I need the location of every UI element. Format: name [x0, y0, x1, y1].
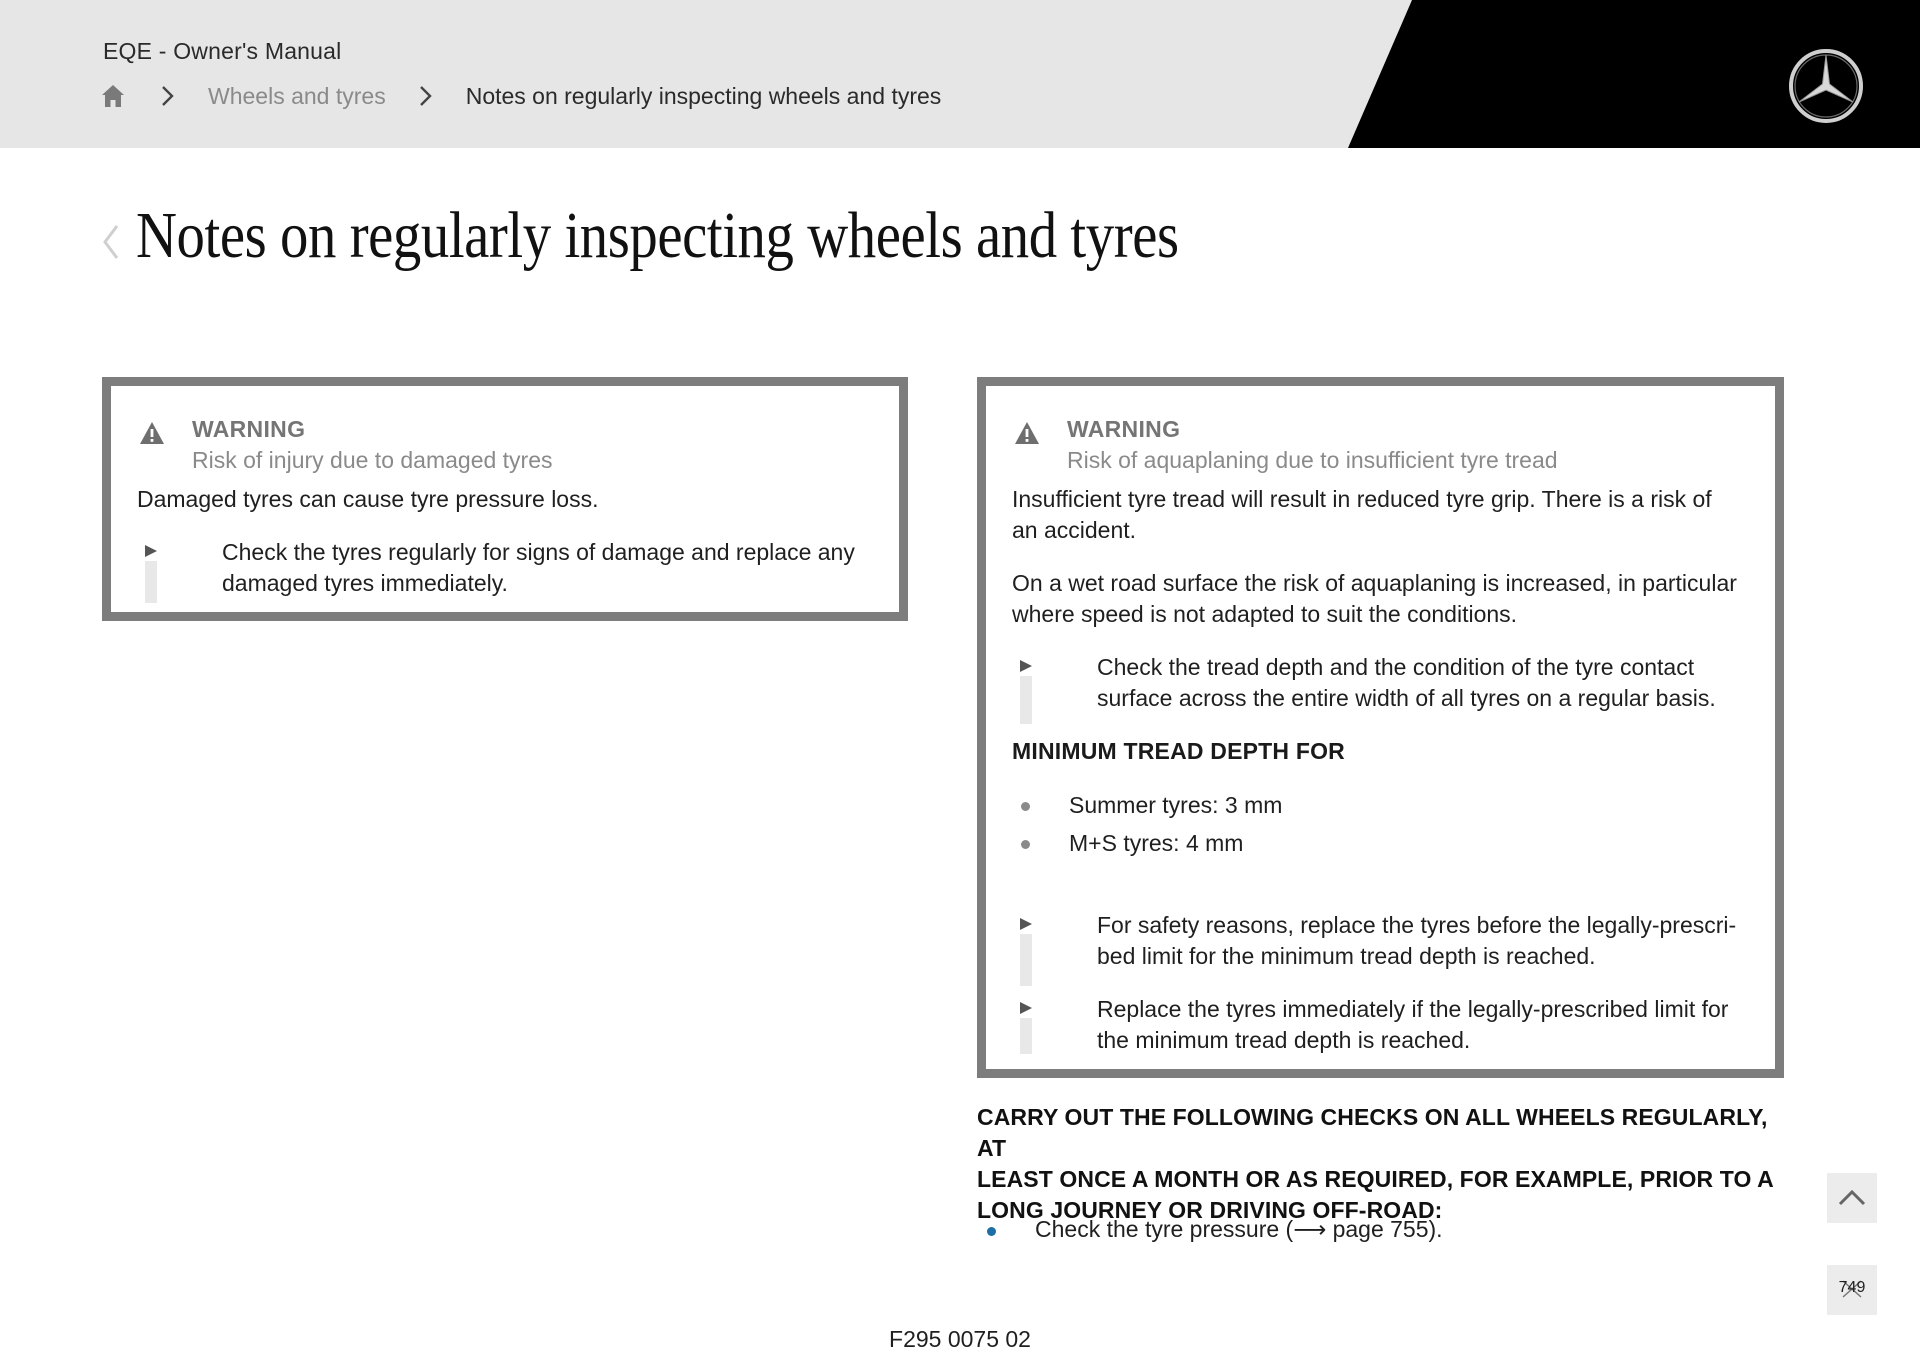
step-arrow-icon [1020, 660, 1032, 672]
bullet-icon [987, 1227, 996, 1236]
warning-text: Damaged tyres can cause tyre pressure loss. [137, 486, 599, 512]
tyre-pressure-link[interactable]: Check the tyre pressure (⟶ page 755). [1035, 1216, 1443, 1242]
breadcrumb [100, 80, 941, 112]
step-arrow-icon [1020, 918, 1032, 930]
scroll-to-top-button[interactable] [1827, 1173, 1877, 1223]
step-bar [1020, 934, 1032, 986]
warning-subtitle: Risk of injury due to damaged tyres [192, 447, 553, 473]
warning-box-damaged-tyres [102, 377, 908, 621]
step-bar [1020, 676, 1032, 724]
manual-title: EQE - Owner's Manual [103, 38, 342, 64]
step-text: For safety reasons, replace the tyres before the legally-prescri- bed limit for the minimum tread depth is reached. [1097, 912, 1737, 969]
step-text: Check the tyres regularly for signs of damage and replace any damaged tyres immediately. [222, 539, 855, 596]
chevron-right-icon [416, 84, 436, 108]
warning-label: WARNING [1067, 416, 1181, 442]
page-number-button[interactable] [1827, 1265, 1877, 1315]
step-arrow-icon [1020, 1002, 1032, 1014]
header-black-panel [0, 0, 1920, 148]
step-text: Replace the tyres immediately if the legally-prescribed limit for the minimum tread depth is reached. [1097, 996, 1729, 1053]
bullet-icon [1021, 840, 1030, 849]
step-text: Check the tread depth and the condition of the tyre contact surface across the entire width of all tyres on a regular basis. [1097, 654, 1716, 711]
step-bar [1020, 1018, 1032, 1054]
page-title: Notes on regularly inspecting wheels and tyres [136, 199, 1179, 272]
checks-heading: CARRY OUT THE FOLLOWING CHECKS ON ALL WHEELS REGULARLY, AT LEAST ONCE A MONTH OR AS REQUIRED, FOR EXAMPLE, PRIOR TO A LONG JOURNEY OR DRIVING OFF-ROAD: [977, 1104, 1774, 1223]
figure-code: F295 0075 02 [889, 1326, 1031, 1352]
page-number: 749 [1838, 1279, 1866, 1296]
chevron-right-icon [158, 84, 178, 108]
step-bar [145, 561, 157, 603]
breadcrumb-current: Notes on regularly inspecting wheels and tyres [465, 82, 942, 109]
warning-paragraph: Insufficient tyre tread will result in reduced tyre grip. There is a risk of an accident. [1012, 486, 1712, 543]
breadcrumb-link-wheels-and-tyres[interactable]: Wheels and tyres [208, 82, 386, 109]
bullet-icon [1021, 802, 1030, 811]
minimum-tread-heading: MINIMUM TREAD DEPTH FOR [1012, 738, 1345, 764]
warning-label: WARNING [192, 416, 306, 442]
home-icon[interactable] [100, 83, 126, 109]
header [0, 0, 1920, 148]
warning-subtitle: Risk of aquaplaning due to insufficient tyre tread [1067, 447, 1558, 473]
mercedes-star-logo[interactable] [1786, 46, 1866, 126]
warning-box-aquaplaning: WARNING Risk of aquaplaning due to insufficient tyre tread Insufficient tyre tread will result in reduced tyre grip. There is a risk of an accident. On a wet road surface the risk of aquaplaning is increased, in particular where speed is not adapted to suit the conditions. Check the tread depth and the condition of the tyre contact surface across the entire width of all tyres on a regular basis. MINIMUM TREAD DEPTH FOR Summer tyres: 3 mm M+S tyres: 4 mm For safety reasons, replace the tyres before the legally-prescri- bed limit for the minimum tread depth is reached. Replace the tyres immediately if the legally-prescribed limit for the minimum tread depth is reached. [977, 377, 1784, 1078]
chevron-left-icon[interactable] [100, 222, 122, 262]
warning-triangle-icon [139, 421, 165, 445]
chevron-up-icon [1827, 1173, 1877, 1223]
warning-triangle-icon [1014, 421, 1040, 445]
warning-paragraph: On a wet road surface the risk of aquaplaning is increased, in particular where speed is not adapted to suit the conditions. [1012, 570, 1737, 627]
step-arrow-icon [145, 545, 157, 557]
